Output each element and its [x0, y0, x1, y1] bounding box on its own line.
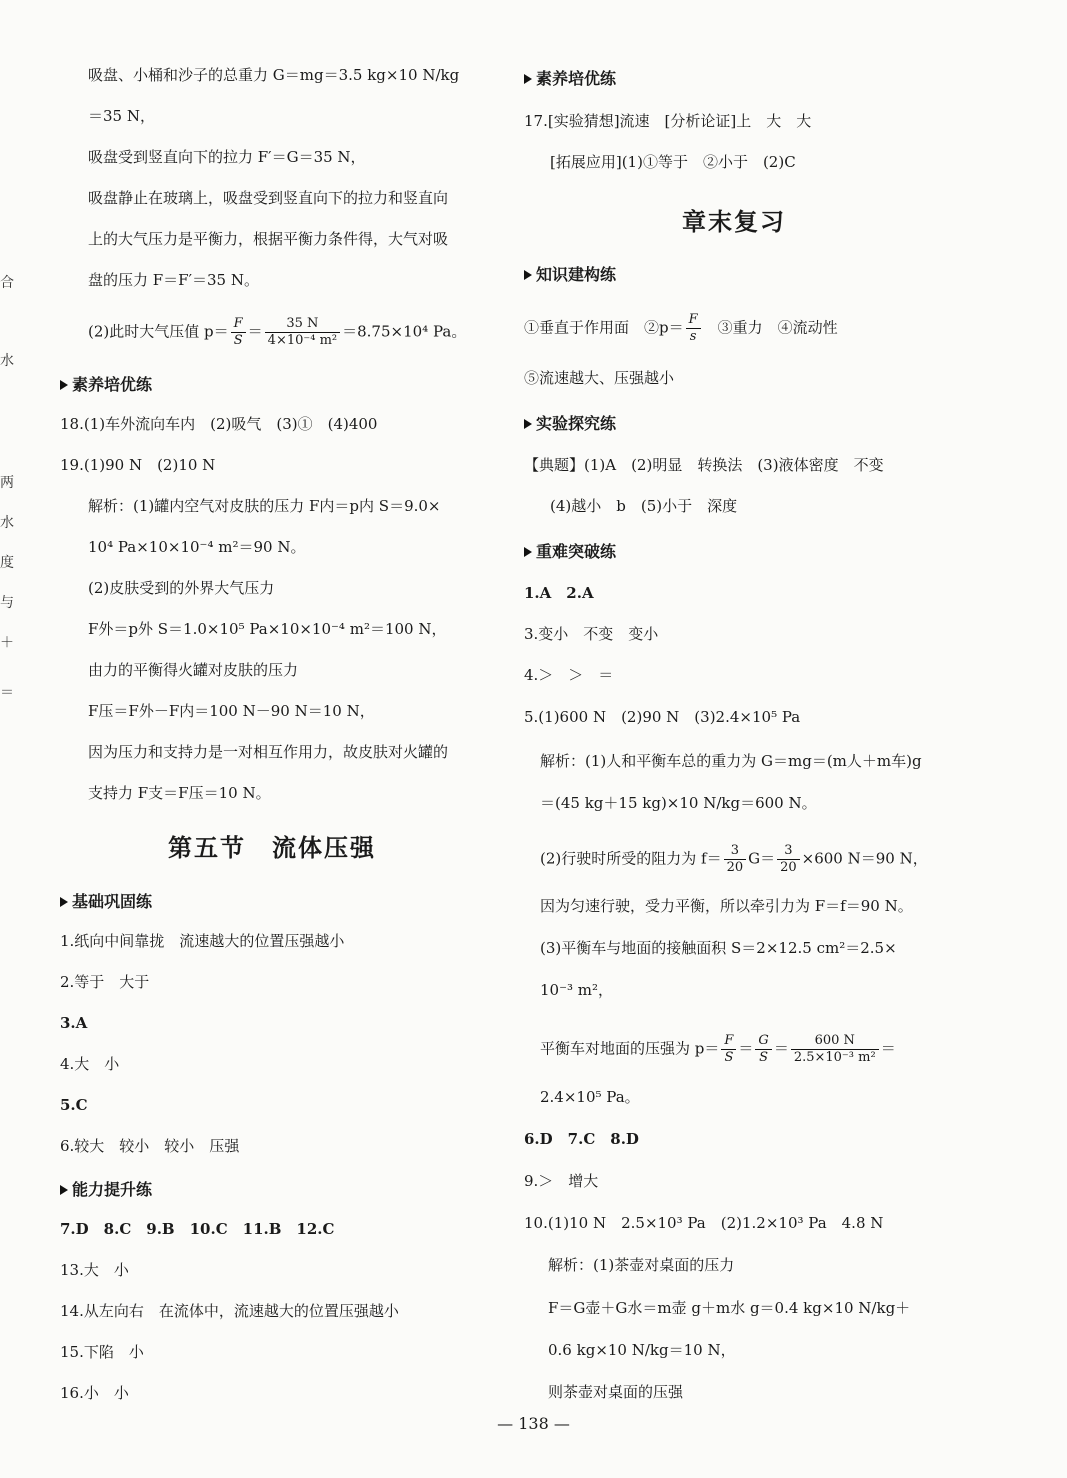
- denominator: S: [721, 1049, 736, 1066]
- fraction: [755, 1033, 771, 1066]
- text-line: 10⁴ Pa×10×10⁻⁴ m²＝90 N。: [88, 538, 306, 556]
- fraction: [686, 312, 701, 345]
- answer-line: 14.从左向右 在流体中，流速越大的位置压强越小: [60, 1302, 399, 1320]
- equals: ＝: [738, 1039, 754, 1058]
- triangle-icon: [524, 547, 532, 557]
- text-line: 解析：(1)人和平衡车总的重力为 G＝mg＝(m人＋m车)g: [540, 752, 922, 770]
- equals: ＝: [880, 1039, 896, 1058]
- numerator: 600 N: [814, 1033, 855, 1048]
- denominator: 4×10⁻⁴ m²: [265, 332, 340, 349]
- answer-line: 7.D 8.C 9.B 10.C 11.B 12.C: [60, 1220, 335, 1238]
- text-line: 支持力 F支＝F压＝10 N。: [88, 784, 271, 802]
- answer-line: 13.大 小: [60, 1261, 129, 1279]
- denominator: s: [686, 328, 701, 345]
- fraction: [231, 316, 246, 349]
- text-line: 上的大气压力是平衡力，根据平衡力条件得，大气对吸: [88, 230, 449, 248]
- text-line: F外＝p外 S＝1.0×10⁵ Pa×10×10⁻⁴ m²＝100 N，: [88, 620, 447, 638]
- section-heading: 知识建构练: [524, 262, 616, 285]
- margin-fragment: ＋: [0, 635, 14, 651]
- triangle-icon: [60, 1185, 68, 1195]
- margin-fragment: 合: [0, 275, 14, 291]
- answer-line: 18.(1)车外流向车内 (2)吸气 (3)① (4)400: [60, 415, 378, 433]
- answer-line: 1.纸向中间靠拢 流速越大的位置压强越小: [60, 932, 345, 950]
- fraction: [791, 1033, 879, 1066]
- numerator: F: [233, 316, 243, 331]
- answer-line: 16.小 小: [60, 1384, 129, 1402]
- text: (2)行驶时所受的阻力为 f＝: [540, 849, 722, 868]
- fraction: [777, 843, 800, 876]
- margin-fragment: 度: [0, 555, 14, 571]
- answer-line: 9.＞ 增大: [524, 1172, 599, 1190]
- answer-line: 6.较大 较小 较小 压强: [60, 1137, 240, 1155]
- text-line: 吸盘受到竖直向下的拉力 F′＝G＝35 N，: [88, 148, 366, 166]
- text-line: F压＝F外－F内＝100 N－90 N＝10 N，: [88, 702, 375, 720]
- margin-fragment: 与: [0, 595, 14, 611]
- fraction: [721, 1033, 736, 1066]
- text-line: 吸盘静止在玻璃上，吸盘受到竖直向下的拉力和竖直向: [88, 189, 449, 207]
- margin-fragment: ＝: [0, 685, 14, 701]
- denominator: S: [755, 1049, 771, 1066]
- margin-fragment: 水: [0, 515, 14, 531]
- answer-line: 1.A 2.A: [524, 584, 594, 602]
- text-line: 解析：(1)茶壶对桌面的压力: [548, 1256, 735, 1274]
- triangle-icon: [60, 897, 68, 907]
- answer-line: 4.大 小: [60, 1055, 120, 1073]
- text-line: ＝(45 kg＋15 kg)×10 N/kg＝600 N。: [540, 794, 817, 812]
- section-heading: 重难突破练: [524, 539, 616, 562]
- answer-line: 17.[实验猜想]流速 [分析论证]上 大 大: [524, 112, 812, 130]
- answer-line: 3.A: [60, 1014, 88, 1032]
- text-line: 10⁻³ m²，: [540, 981, 614, 999]
- answer-line: 2.等于 大于: [60, 973, 150, 991]
- section-heading: 素养培优练: [60, 372, 152, 395]
- formula-line: [88, 316, 466, 349]
- fraction: [265, 316, 340, 349]
- answer-line: [拓展应用](1)①等于 ②小于 (2)C: [550, 153, 796, 171]
- answer-line: 5.C: [60, 1096, 88, 1114]
- section-heading: 素养培优练: [524, 66, 616, 89]
- text-line: 0.6 kg×10 N/kg＝10 N，: [548, 1341, 736, 1359]
- section-title: 第五节 流体压强: [168, 833, 376, 862]
- margin-fragment: 两: [0, 475, 14, 491]
- triangle-icon: [524, 270, 532, 280]
- triangle-icon: [524, 74, 532, 84]
- text-line: 2.4×10⁵ Pa。: [540, 1088, 640, 1106]
- text-line: 解析：(1)罐内空气对皮肤的压力 F内＝p内 S＝9.0×: [88, 497, 441, 515]
- denominator: 20: [777, 859, 800, 876]
- text: ③重力 ④流动性: [702, 318, 838, 337]
- text: ①垂直于作用面 ②p＝: [524, 318, 684, 337]
- numerator: F: [688, 312, 698, 327]
- text-line: ＝35 N，: [88, 107, 155, 125]
- text-line: 吸盘、小桶和沙子的总重力 G＝mg＝3.5 kg×10 N/kg: [88, 66, 460, 84]
- numerator: F: [724, 1033, 734, 1048]
- formula-line: [540, 1033, 896, 1066]
- text-line: 因为压力和支持力是一对相互作用力，故皮肤对火罐的: [88, 743, 449, 761]
- section-heading: 能力提升练: [60, 1177, 152, 1200]
- denominator: 20: [724, 859, 747, 876]
- text: ×600 N＝90 N，: [801, 849, 928, 868]
- text-line: 盘的压力 F＝F′＝35 N。: [88, 271, 259, 289]
- equals: ＝: [773, 1039, 789, 1058]
- denominator: 2.5×10⁻³ m²: [791, 1049, 879, 1066]
- denominator: S: [231, 332, 246, 349]
- text: (2)此时大气压值 p＝: [88, 322, 229, 341]
- answer-line: 【典题】(1)A (2)明显 转换法 (3)液体密度 不变: [524, 456, 884, 474]
- section-heading: 基础巩固练: [60, 889, 152, 912]
- answer-line: 19.(1)90 N (2)10 N: [60, 456, 216, 474]
- answer-line: 10.(1)10 N 2.5×10³ Pa (2)1.2×10³ Pa 4.8 N: [524, 1214, 884, 1232]
- fraction: [724, 843, 747, 876]
- text-line: (2)皮肤受到的外界大气压力: [88, 579, 275, 597]
- text-line: 因为匀速行驶，受力平衡，所以牵引力为 F＝f＝90 N。: [540, 897, 913, 915]
- answer-line: ⑤流速越大、压强越小: [524, 369, 675, 387]
- page-number: — 138 —: [497, 1414, 570, 1433]
- numerator: 35 N: [286, 316, 319, 331]
- text-line: 则茶壶对桌面的压强: [548, 1383, 684, 1401]
- text-line: (3)平衡车与地面的接触面积 S＝2×12.5 cm²＝2.5×: [540, 939, 897, 957]
- text-line: F＝G壶＋G水＝m壶 g＋m水 g＝0.4 kg×10 N/kg＋: [548, 1299, 911, 1317]
- answer-line: [524, 312, 838, 345]
- answer-line: 5.(1)600 N (2)90 N (3)2.4×10⁵ Pa: [524, 708, 801, 726]
- numerator: G: [758, 1033, 769, 1048]
- answer-line: 15.下陷 小: [60, 1343, 144, 1361]
- margin-fragment: 水: [0, 353, 14, 369]
- text: ＝8.75×10⁴ Pa。: [342, 322, 467, 341]
- equals: ＝: [247, 322, 263, 341]
- answer-line: 6.D 7.C 8.D: [524, 1130, 639, 1148]
- answer-line: (4)越小 b (5)小于 深度: [550, 497, 738, 515]
- triangle-icon: [60, 380, 68, 390]
- text: G＝: [748, 849, 776, 868]
- triangle-icon: [524, 419, 532, 429]
- section-title: 章末复习: [682, 207, 786, 236]
- formula-line: [540, 843, 928, 876]
- text-line: 由力的平衡得火罐对皮肤的压力: [88, 661, 299, 679]
- answer-line: 4.＞ ＞ ＝: [524, 666, 614, 684]
- text: 平衡车对地面的压强为 p＝: [540, 1039, 720, 1058]
- answer-line: 3.变小 不变 变小: [524, 625, 659, 643]
- numerator: 3: [730, 843, 739, 858]
- section-heading: 实验探究练: [524, 411, 616, 434]
- numerator: 3: [784, 843, 793, 858]
